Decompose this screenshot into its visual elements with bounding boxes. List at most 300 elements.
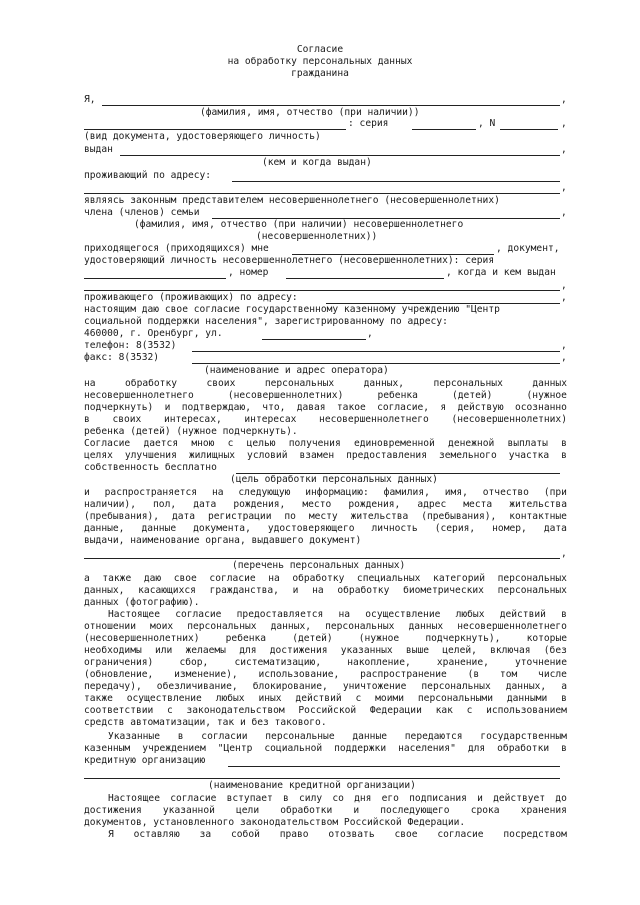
word: подчеркнуть) [84,402,154,413]
word: согласие [175,609,222,620]
word: учреждением [142,743,206,754]
word: Российской [298,705,357,716]
word: ребенка [225,633,267,644]
word: указанных [340,645,393,656]
word: отчество [482,487,529,498]
rep-caption-2: (несовершеннолетних)) [256,231,378,242]
word: данных [408,621,444,632]
word: выше [405,645,430,656]
word: своих [112,414,142,425]
word: на [268,573,280,584]
word: моих [150,621,174,632]
comma: , [561,340,567,351]
para4-line-1 [84,573,567,585]
comma: , [561,548,567,559]
word: оставляю [133,829,180,840]
word: подчеркнуть), [425,633,501,644]
word: для [467,743,486,754]
word: места [463,499,493,510]
word: место [302,499,332,510]
comma: , [561,144,567,155]
word: как [435,705,453,716]
word: выплаты [507,438,548,449]
word: казенным [84,743,131,754]
para6-line-3: кредитную организацию [84,755,206,766]
word: с [227,438,234,449]
op-caption: (наименование и адрес оператора) [204,365,389,376]
word: жилищных [188,450,236,461]
word: данных, [505,681,547,692]
comma: , [367,328,373,339]
para7-line-3: документов, установленного законодательством Российской Федерации. [84,817,466,828]
word: взамен [299,450,335,461]
word: уничтожение [342,681,407,692]
rep-caption-1: (фамилия, имя, отчество (при наличии) несовершеннолетнего [134,219,464,230]
word: а [561,681,567,692]
word: отношении [84,621,136,632]
word: (нужное [526,390,567,401]
word: номер, [492,523,527,534]
doc-caption: (вид документа, удостоверяющего личность) [84,131,321,142]
word: на [211,487,224,498]
word: данных, [270,621,312,632]
word: персональных [325,621,395,632]
word: что, [262,402,286,413]
kin-line-2: удостоверяющий личность несовершеннолетнего (несовершеннолетних): серия [84,255,495,266]
para1-line-1 [84,378,567,390]
word: собой [231,829,260,840]
word: несовершеннолетнего [84,390,194,401]
word: действий [499,609,546,620]
word: срока [470,805,500,816]
word: изменение), [174,669,238,680]
word: в [561,609,567,620]
word: дата [543,523,567,534]
para5-line-3 [84,633,567,645]
word: дается [143,438,179,449]
para5-line-8 [84,693,567,705]
para3-line-4 [84,523,567,535]
address-label: проживающий по адресу: [84,170,212,181]
word: обработки [280,805,333,816]
vydan-caption: (кем и когда выдан) [262,157,372,168]
word: наличии), [84,499,136,510]
word: осознанно [514,402,567,413]
word: (без [543,645,567,656]
word: единовременной [353,438,435,449]
word: Согласие [84,438,131,449]
title-line-2: на обработку персональных данных [227,56,413,67]
word: в [177,731,184,742]
word: регистрации [207,511,272,522]
word: накопление, [347,657,411,668]
word: данные, [84,523,125,534]
word: подписания [409,793,467,804]
word: такое [336,402,366,413]
word: также [84,693,113,704]
address-field[interactable] [232,181,560,182]
word: на [338,609,351,620]
data-list-field[interactable] [84,558,560,559]
word: право [279,829,309,840]
word: персональных [264,378,335,389]
word: данных, [363,378,405,389]
word: с [167,705,173,716]
para2-line-2 [84,450,567,462]
word: для [239,645,257,656]
word: несовершеннолетнего [319,414,429,425]
word: а [84,573,90,584]
word: хранение, [436,657,489,668]
comma: , [561,352,567,363]
word: Я [108,829,114,840]
word: передаются [404,731,463,742]
op-line-1: настоящим даю свое согласие государственному казенному учреждению "Центр [84,304,500,315]
word: мною [191,438,215,449]
word: денежной [448,438,495,449]
word: Федерации [369,705,422,716]
title-line-3: гражданина [291,68,349,79]
number-field[interactable] [500,129,558,130]
word: и [292,585,299,596]
word: любых [215,693,245,704]
word: за [199,829,212,840]
op-line-2: социальной поддержки населения", зарегистрированному по адресу: [84,316,448,327]
para4-line-3: данных (фотографию). [84,597,200,608]
word: поддержки [334,743,387,754]
word: жительства [509,499,567,510]
word: вступает [226,793,273,804]
word: "Центр [217,743,253,754]
para8-line-1 [108,829,567,841]
kin-line-3a: , номер [228,267,269,278]
word: дата [171,511,196,522]
word: по [284,511,296,522]
word: адрес [417,499,447,510]
nomer-sign: , N [478,118,496,129]
word: участка [508,450,550,461]
word: данными [506,693,548,704]
word: личность [371,523,418,534]
word: достижения [84,805,142,816]
word: подтверждаю, [181,402,251,413]
word: целью [246,438,276,449]
para2-line-3: собственность бесплатно [84,462,217,473]
word: в [84,414,90,425]
word: предоставления [346,450,427,461]
para5-line-6 [84,669,567,681]
word: данных [532,378,567,389]
para3-line-2 [84,499,567,511]
word: или [154,645,173,656]
word: с [466,705,473,716]
word: согласие [209,573,256,584]
word: со [332,793,344,804]
word: систематизацию, [234,657,322,668]
para7-line-2 [84,805,567,817]
word: рождения, [348,499,401,510]
word: необходимы [84,645,142,656]
word: Настоящее [108,609,160,620]
para5-line-2 [84,621,567,633]
word: том [499,669,518,680]
para2-line-1 [84,438,567,450]
word: числе [538,669,567,680]
word: последующего [380,805,450,816]
word: (несовершеннолетних) [227,390,344,401]
word: персональных [497,585,567,596]
para5-line-9 [84,705,567,717]
word: посредством [503,829,567,840]
word: цели [236,805,260,816]
word: в [283,793,289,804]
word: Указанные [108,731,160,742]
para5-line-5 [84,657,567,669]
word: данные [352,731,388,742]
word: достижения [269,645,328,656]
para1-line-5: ребенка (детей) (нужное подчеркнуть). [84,426,298,437]
word: земельного [438,450,497,461]
word: указанной [162,805,215,816]
word: социальной [264,743,323,754]
word: интересах [244,414,297,425]
para6-line-2 [84,743,567,755]
word: на [84,378,96,389]
word: (пребывания), [84,511,160,522]
word: документа, [193,523,251,534]
word: населения" [398,743,456,754]
street-field[interactable] [262,339,366,340]
bank-field-2[interactable] [84,778,560,779]
doc-type-field[interactable] [84,129,346,130]
word: на [312,585,324,596]
word: несовершеннолетнего [457,621,567,632]
comma: , [561,94,567,105]
para5-line-1 [108,609,567,621]
word: распространение [360,669,447,680]
word: обработку [125,378,178,389]
word: согласии [201,731,248,742]
rep-line-1: являясь законным представителем несовершеннолетнего (несовершеннолетних) [84,195,500,206]
word: следующую [238,487,291,498]
bank-field[interactable] [228,766,560,767]
word: (при [543,487,567,498]
word: (обновление, [84,669,154,680]
word: свое [394,829,418,840]
word: обработки [497,743,550,754]
word: информацию: [305,487,369,498]
word: силу [299,793,323,804]
word: обезличивание, [156,681,238,692]
issued-field[interactable] [120,155,560,156]
word: также [102,573,132,584]
phone-field[interactable] [192,351,560,352]
word: персональных [433,378,503,389]
word: своих [206,378,236,389]
kin-line-1b: , документ, [496,243,560,254]
word: касающихся [138,585,196,596]
word: которые [526,633,567,644]
kin-line-4: проживающего (проживающих) по адресу: [84,292,298,303]
word: (серия, [434,523,476,534]
word: осуществление [365,609,441,620]
word: обработку [337,585,390,596]
fio-caption: (фамилия, имя, отчество (при наличии)) [200,107,420,118]
word: интересах, [163,414,222,425]
word: использование, [258,669,340,680]
para5-line-7 [84,681,567,693]
word: действует [493,793,546,804]
comma: , [561,280,567,291]
word: передачу), [84,681,142,692]
para4-line-2 [84,585,567,597]
word: улучшения [124,450,177,461]
word: свое [173,573,197,584]
minor-number-field[interactable] [286,278,444,279]
para6-line-1 [108,731,567,743]
word: использованием [486,705,567,716]
word: желаемы [185,645,226,656]
word: в [561,438,567,449]
para3-line-5: выдачи, наименование органа, выдавшего документ) [84,535,362,546]
ya-label: Я, [84,94,96,105]
word: имя, [444,487,468,498]
word: в [561,743,567,754]
para1-line-4 [84,414,567,426]
title-line-1: Согласие [296,44,344,55]
list-caption: (перечень персональных данных) [232,560,406,571]
word: Настоящее [108,793,160,804]
comma: , [561,182,567,193]
word: согласие, [377,402,430,413]
word: гражданства, [209,585,279,596]
comma: , [561,292,567,303]
word: целей, [442,645,477,656]
word: уточнение [515,657,567,668]
word: блокирование, [252,681,328,692]
word: любых [455,609,485,620]
word: дня [354,793,372,804]
word: осуществление [126,693,202,704]
word: (нужное [358,633,400,644]
word: в [561,450,567,461]
word: (несовершеннолетних) [84,633,200,644]
word: персональных [497,573,567,584]
word: в [561,693,567,704]
kin-line-1a: приходящегося (приходящихся) мне [84,243,269,254]
word: данных, [84,585,125,596]
para3-line-1 [84,487,567,499]
word: и [477,793,483,804]
word: целях [84,450,113,461]
word: государственным [480,731,567,742]
word: фамилия, [383,487,430,498]
goal-caption: (цель обработки персональных данных) [230,474,438,485]
word: (пребывания), [421,511,497,522]
word: включая [490,645,531,656]
word: (несовершеннолетних) [451,414,567,425]
para1-line-2 [84,390,567,402]
word: пол, [153,499,177,510]
word: условий [247,450,288,461]
vydan-label: выдан [84,144,113,155]
word: персональных [421,681,491,692]
word: (детей) [452,390,493,401]
fio-field[interactable] [102,105,560,106]
word: соответствии [84,705,154,716]
word: дата [193,499,217,510]
word: согласие [170,793,217,804]
word: даю [143,573,162,584]
word: персональных [187,621,257,632]
word: персональные [265,731,335,742]
word: действую [457,402,504,413]
word: рождения, [233,499,286,510]
seriya-label: : серия [348,118,389,129]
word: жительства [350,511,409,522]
word: сбор, [179,657,209,668]
word: месту [308,511,338,522]
minor-series-field[interactable] [84,278,226,279]
address-field-2[interactable] [84,193,560,194]
word: получения [288,438,341,449]
op-line-3: 460000, г. Оренбург, ул. [84,328,223,339]
fax-label: факс: 8(3532) [84,352,160,363]
minor-issued-field[interactable] [84,290,560,291]
comma: , [561,207,567,218]
word: до [555,793,567,804]
word: персональными [417,693,493,704]
word: данные [141,523,177,534]
word: предоставляется [236,609,324,620]
word: и [84,487,90,498]
phone-label: телефон: 8(3532) [84,340,177,351]
word: биометрических [403,585,484,596]
comma: , [561,118,567,129]
para5-line-4 [84,645,567,657]
word: отозвать [328,829,375,840]
series-field[interactable] [412,129,476,130]
word: я [440,402,447,413]
para7-line-1 [108,793,567,805]
word: ограничения) [84,657,154,668]
word: согласие [437,829,484,840]
word: удостоверяющего [267,523,355,534]
para1-line-3 [84,402,567,414]
word: хранения [520,805,567,816]
word: его [381,793,399,804]
fax-field[interactable] [192,363,560,364]
word: иных [258,693,282,704]
word: давая [296,402,326,413]
word: и [353,805,360,816]
word: категорий [433,573,486,584]
word: (в [467,669,480,680]
word: обработку [292,573,345,584]
kin-line-3b: , когда и кем выдан [446,267,556,278]
word: специальных [356,573,421,584]
word: контактные [509,511,567,522]
para3-line-3 [84,511,567,523]
word: и [164,402,171,413]
word: моими [375,693,405,704]
word: распространяется [104,487,198,498]
rep-line-2: члена (членов) семьи [84,207,200,218]
word: с [355,693,362,704]
word: ребенка [377,390,418,401]
bank-caption: (наименование кредитной организации) [208,780,416,791]
word: действий [295,693,342,704]
